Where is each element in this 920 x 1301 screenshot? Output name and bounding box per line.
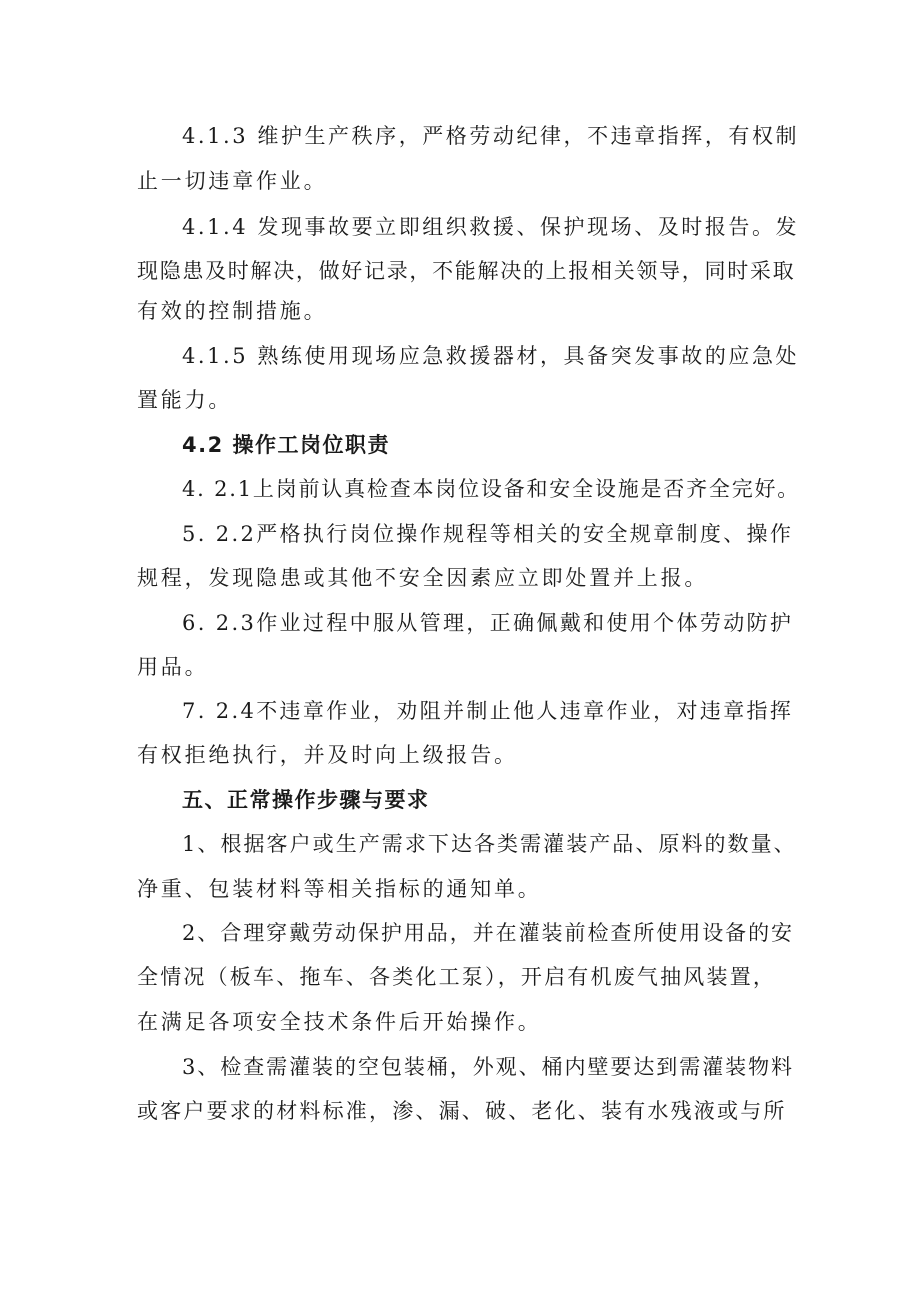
text-line: 3、检查需灌装的空包装桶，外观、桶内壁要达到需灌装物料 bbox=[182, 1055, 795, 1079]
text-line: 有权拒绝执行，并及时向上级报告。 bbox=[137, 743, 518, 767]
text-line: 4.1.5 熟练使用现场应急救援器材，具备突发事故的应急处 bbox=[182, 344, 800, 368]
text-line: 规程，发现隐患或其他不安全因素应立即处置并上报。 bbox=[137, 566, 709, 590]
text-line: 止一切违章作业。 bbox=[137, 169, 328, 193]
text-line: 在满足各项安全技术条件后开始操作。 bbox=[137, 1010, 542, 1034]
text-line: 4.1.3 维护生产秩序，严格劳动纪律，不违章指挥，有权制 bbox=[182, 124, 800, 148]
text-line: 净重、包装材料等相关指标的通知单。 bbox=[137, 877, 542, 901]
text-line: 4.1.4 发现事故要立即组织救援、保护现场、及时报告。发 bbox=[182, 215, 800, 239]
section-heading: 4.2 操作工岗位职责 bbox=[182, 433, 391, 457]
section-heading: 五、正常操作步骤与要求 bbox=[182, 788, 430, 812]
text-line: 用品。 bbox=[137, 655, 209, 679]
text-line: 全情况（板车、拖车、各类化工泵），开启有机废气抽风装置， bbox=[137, 965, 777, 989]
text-line: 7. 2.4不违章作业，劝阻并制止他人违章作业，对违章指挥 bbox=[182, 699, 794, 723]
text-line: 6. 2.3作业过程中服从管理，正确佩戴和使用个体劳动防护 bbox=[182, 611, 794, 635]
text-line: 2、合理穿戴劳动保护用品，并在灌装前检查所使用设备的安 bbox=[182, 921, 795, 945]
text-line: 现隐患及时解决，做好记录，不能解决的上报相关领导，同时采取 bbox=[137, 259, 796, 283]
text-line: 4. 2.1上岗前认真检查本岗位设备和安全设施是否齐全完好。 bbox=[182, 477, 801, 501]
text-line: 或客户要求的材料标准，渗、漏、破、老化、装有水残液或与所 bbox=[137, 1099, 787, 1123]
text-line: 置能力。 bbox=[137, 388, 233, 412]
text-line: 有效的控制措施。 bbox=[137, 299, 328, 323]
text-line: 1、根据客户或生产需求下达各类需灌装产品、原料的数量、 bbox=[182, 832, 797, 856]
text-line: 5. 2.2严格执行岗位操作规程等相关的安全规章制度、操作 bbox=[182, 522, 794, 546]
